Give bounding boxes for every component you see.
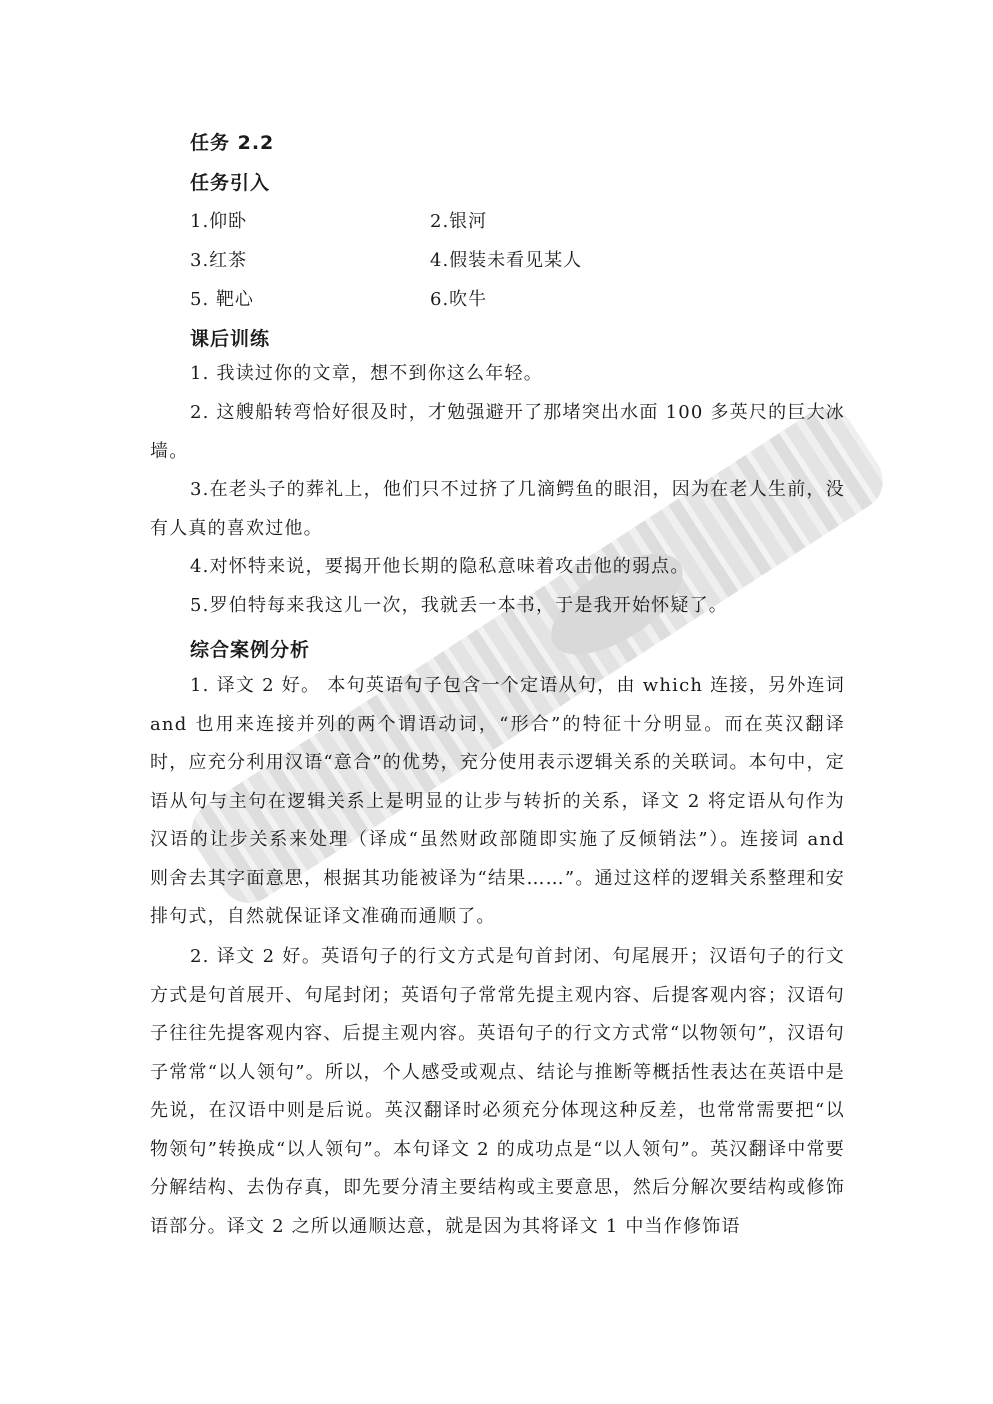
case-paragraph: 2. 译文 2 好。英语句子的行文方式是句首封闭、句尾展开；汉语句子的行文方式是句首展开、句尾封闭；英语句子常常先提主观内容、后提客观内容；汉语句子往往先提客观内容、后提主观内容。英语句子的行文方式常“以物领句”，汉语句子常常“以人领句”。所以，个人感受或观点、结论与推断等概括性表达在英语中是先说，在汉语中则是后说。英汉翻译时必须充分体现这种反差，也常常需要把“以物领句”转换成“以人领句”。本句译文 2 的成功点是“以人领句”。英汉翻译中常要分解结构、去伪存真，即先要分清主要结构或主要意思，然后分解次要结构或修饰语部分。译文 2 之所以通顺达意，就是因为其将译文 1 中当作修饰语 [150, 946, 845, 1237]
practice-item: 3.在老头子的葬礼上，他们只不过挤了几滴鳄鱼的眼泪，因为在老人生前，没有人真的喜欢过他。 [150, 479, 845, 539]
case-heading: 综合案例分析 [190, 639, 311, 661]
intro-heading: 任务引入 [190, 172, 271, 194]
intro-item: 5. 靶心 [190, 289, 254, 310]
practice-item: 1. 我读过你的文章，想不到你这么年轻。 [190, 363, 543, 384]
practice-heading: 课后训练 [190, 328, 271, 350]
task-heading: 任务 2.2 [190, 132, 275, 154]
intro-item: 3.红茶 [190, 250, 248, 271]
practice-item: 4.对怀特来说，要揭开他长期的隐私意味着攻击他的弱点。 [190, 556, 690, 577]
case-paragraph: 1. 译文 2 好。 本句英语句子包含一个定语从句，由 which 连接，另外连词 and 也用来连接并列的两个谓语动词，“形合”的特征十分明显。而在英汉翻译时，应充分利用汉语“意合”的优势，充分使用表示逻辑关系的关联词。本句中，定语从句与主句在逻辑关系上是明显的让步与转折的关系，译文 2 将定语从句作为汉语的让步关系来处理（译成“虽然财政部随即实施了反倾销法”）。连接词 and 则舍去其字面意思，根据其功能被译为“结果……”。通过这样的逻辑关系整理和安排句式，自然就保证译文准确而通顺了。 [150, 675, 845, 927]
intro-item: 6.吹牛 [430, 289, 488, 310]
intro-item: 4.假装未看见某人 [430, 250, 583, 271]
intro-item: 1.仰卧 [190, 211, 248, 232]
practice-item: 5.罗伯特每来我这儿一次，我就丢一本书，于是我开始怀疑了。 [190, 595, 728, 616]
practice-item: 2. 这艘船转弯恰好很及时，才勉强避开了那堵突出水面 100 多英尺的巨大冰墙。 [150, 402, 845, 462]
intro-item: 2.银河 [430, 211, 488, 232]
